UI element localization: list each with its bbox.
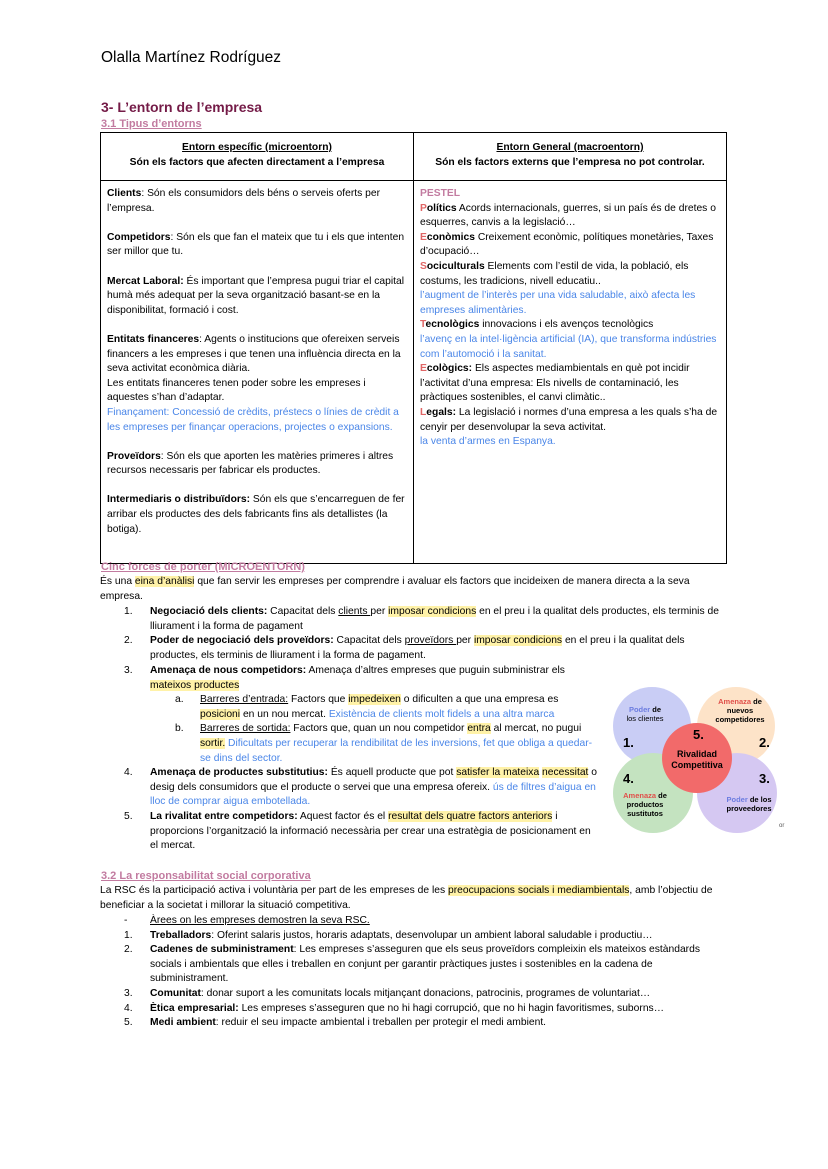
pestel-letter-e2: E (420, 363, 427, 375)
pestel-legal (420, 406, 720, 435)
diagram-label-substitutes (617, 791, 673, 818)
porter-list-mid (100, 664, 600, 854)
pestel-label: PESTEL (420, 188, 461, 199)
diagram-num-5: 5. (693, 727, 704, 742)
rsc-item-2-num: 2. (124, 944, 133, 956)
rsc-item-1 (100, 929, 730, 944)
porter-item-4-hl2: necessitat (542, 767, 589, 779)
porter-item-5 (100, 810, 600, 854)
diagram-label-new-competitors (709, 697, 771, 724)
diagram-label-substitutes-amenaza: Amenaza (623, 791, 657, 800)
porter-item-2-a: Capacitat dels (333, 635, 405, 647)
entitats-term: Entitats financeres (107, 333, 200, 345)
pestel-tech (420, 318, 720, 333)
diagram-num-4: 4. (623, 771, 634, 786)
proveidors-text: : Són els que aporten les matèries primeres i altres recursos necessaris per fabricar els productes. (107, 450, 394, 477)
porter-item-3-a: Amenaça d’altres empreses que puguin subministrar els (306, 665, 565, 676)
porter-item-2-term: Poder de negociació dels proveïdors: (150, 635, 334, 647)
porter-item-3a-hl2: posicioni (200, 708, 241, 720)
pestel-socio (420, 260, 720, 289)
eco-term: cològics: (426, 363, 473, 375)
diagram-label-rivalry: Rivalidad Competitiva (671, 749, 723, 770)
rsc-item-5 (100, 1016, 730, 1031)
porter-item-3b (100, 722, 600, 766)
porter-item-3b-term: Barreres de sortida: (200, 723, 291, 735)
porter-item-1-hl: imposar condicions (388, 606, 477, 617)
pestel-letter-s: S (420, 260, 427, 272)
clients-text: : Són els consumidors dels béns o serveis oferts per l’empresa. (107, 188, 381, 214)
micro-cell (101, 181, 414, 564)
micro-header-sub: Són els factors que afecten directament a l’empresa (129, 156, 385, 168)
porter-item-3b-hl1: entra (467, 723, 491, 735)
porter-item-3b-b: al mercat, no pugui (490, 723, 582, 735)
rsc-areas-heading (100, 914, 730, 929)
intermediaris-term: Intermediaris o distribuïdors: (107, 494, 251, 506)
socio-term: ociculturals (426, 260, 485, 272)
pestel-letter-p: P (420, 202, 427, 214)
micro-header (101, 133, 414, 181)
mercat-term: Mercat Laboral: (107, 275, 184, 287)
rsc-item-3-term: Comunitat (150, 987, 201, 999)
legal-text: La legislació i normes d’una empresa a les quals s’ha de cenyir per desenvolupar la seva activitat. (420, 406, 718, 433)
entitats-text: : Agents o institucions que ofereixen serveis financers a les empreses i que tenen una influència directa en la seva activitat econòmica diària. (107, 333, 401, 375)
competidors-term: Competidors (107, 231, 171, 243)
diagram-label-clients-rest: los clientes (626, 714, 664, 723)
porter-item-3a-num: a. (175, 694, 184, 706)
rsc-item-2-term: Cadenes de subministrament (150, 944, 294, 956)
porter-item-5-term: La rivalitat entre competidors: (150, 810, 298, 822)
macro-header-title: Entorn General (macroentorn) (496, 142, 644, 153)
diagram-label-suppliers-poder: Poder (726, 795, 748, 804)
porter-item-1-a: Capacitat dels (267, 606, 339, 617)
pestel-eco (420, 362, 720, 406)
rsc-item-1-num: 1. (124, 929, 133, 941)
tech-example: l’avenç en la intel·ligència artificial (IA), que transforma indústries com l’automoció i la sanitat. (420, 333, 717, 360)
rsc-intro-highlight: preocupacions socials i mediambientals (447, 885, 630, 896)
porter-intro-b: que fan servir les empreses per comprendre i avaluar els factors que incideixen de manera directa a la seva empresa. (100, 576, 690, 602)
porter-item-3a-a: Factors que (288, 694, 349, 706)
porter-item-4-a: És aquell producte que pot (327, 767, 457, 779)
porter-item-2-b: per (456, 635, 474, 647)
rsc-item-3-text: : donar suport a les comunitats locals mitjançant donacions, patrocinis, programes de voluntariat… (200, 987, 651, 999)
porter-item-3b-example: Dificultats per recuperar la rendibilitat de les inversions, fet que obliga a quedar-se dins del sector. (200, 737, 593, 764)
subsection-title-entorns: 3.1 Tipus d’entorns (101, 118, 202, 130)
competidors-entry (107, 231, 407, 260)
economics-term: conòmics (426, 231, 475, 243)
porter-item-3-num: 3. (124, 665, 133, 676)
competidors-text: : Són els que fan el mateix que tu i els que intenten ser millor que tu. (107, 231, 405, 258)
pestel-letter-e: E (420, 231, 427, 243)
diagram-label-substitutes-de: de (656, 791, 667, 800)
porter-item-3a-example: Existència de clients molt fidels a una altra marca (328, 708, 555, 720)
mercat-text: És important que l’empresa pugui triar el capital humà més adequat per la seva organització basant-se en la disponibilitat, formació i cost. (107, 275, 405, 316)
porter-item-2 (100, 634, 730, 663)
rsc-item-4 (100, 1002, 730, 1017)
porter-item-1-b: per (370, 606, 389, 617)
micro-header-title: Entorn específic (microentorn) (182, 142, 332, 153)
entitats-entry (107, 333, 407, 377)
rsc-title: 3.2 La responsabilitat social corporativa (101, 870, 311, 882)
proveidors-term: Proveïdors (107, 450, 161, 462)
porter-title: Cinc forces de porter (MICROENTORN) (101, 561, 305, 573)
porter-item-4-hl1: satisfer la mateixa (456, 767, 540, 779)
diagram-label-clients-poder: Poder (628, 705, 651, 714)
rsc-areas-text: Àrees on les empreses demostren la seva RSC. (150, 915, 370, 926)
section-title: 3- L’entorn de l’empresa (101, 99, 263, 115)
clients-entry (107, 187, 407, 216)
diagram-label-clients (617, 705, 673, 723)
rsc-item-5-num: 5. (124, 1017, 133, 1029)
diagram-label-suppliers (721, 795, 777, 813)
porter-item-3-hl: mateixos productes (150, 679, 240, 691)
clients-term: Clients (107, 188, 142, 199)
porter-list-top (100, 605, 730, 663)
porter-item-4-c: o desig dels consumidors que el producte o servei que una empresa ofereix. (150, 767, 598, 793)
porter-item-4-term: Amenaça de productes substitutius: (150, 767, 328, 779)
tech-term: ecnològics (425, 319, 480, 331)
economics-text: Creixement econòmic, polítiques monetàries, Taxes d’ocupació… (420, 231, 714, 258)
author-name: Olalla Martínez Rodríguez (101, 49, 282, 66)
porter-item-1-term: Negociació dels clients: (150, 606, 268, 617)
intermediaris-text: Són els que s’encarreguen de fer arribar els productes des dels fabricants fins als detallistes (la botiga). (107, 494, 405, 535)
diagram-label-new-competitors-de: de (751, 697, 762, 706)
diagram-label-new-competitors-rest: nuevos competidores (715, 706, 765, 724)
rsc-item-2-text: : Les empreses s’asseguren que els seus proveïdors compleixin els mateixos estàndards socials i ambientals que elles i treballen en conjunt per garantir pràctiques justes i sostenibles en la cadena de subministrament. (150, 944, 700, 985)
rsc-item-2 (100, 943, 730, 987)
rsc-intro (100, 884, 730, 913)
diagram-label-new-competitors-amenaza: Amenaza (718, 697, 752, 706)
porter-item-4-example: ús de filtres d’aigua en lloc de comprar aigua embotellada. (150, 781, 596, 808)
politics-text: Acords internacionals, guerres, si un país és de dretes o esquerres, canvis a la legislació… (420, 202, 716, 229)
rsc-item-1-text: : Oferint salaris justos, horaris adaptats, desenvolupar un ambient laboral saludable i productiu… (211, 929, 653, 941)
rsc-item-4-num: 4. (124, 1002, 133, 1014)
porter-item-2-u: proveïdors (404, 635, 457, 647)
pestel-letter-l: L (420, 406, 427, 418)
rsc-item-3-num: 3. (124, 987, 133, 999)
porter-item-1-num: 1. (124, 606, 133, 617)
legal-term: egals: (426, 406, 457, 418)
porter-item-3a-c: en un nou mercat. (240, 708, 329, 720)
diagram-label-suppliers-rest: proveedores (726, 804, 772, 813)
legal-example: la venta d’armes en Espanya. (420, 436, 556, 448)
porter-item-4 (100, 766, 600, 810)
rsc-list (100, 914, 730, 1031)
macro-cell (414, 181, 727, 564)
porter-item-3a-b: o dificulten a que una empresa es (400, 694, 559, 706)
diagram-label-clients-de: de (650, 705, 662, 714)
rsc-item-4-term: Ètica empresarial: (150, 1002, 239, 1014)
porter-item-3b-a: Factors que, quan un nou competidor (290, 723, 468, 735)
rsc-intro-a: La RSC és la participació activa i voluntària per part de les empreses de les (100, 885, 448, 896)
porter-item-3a-hl1: impedeixen (348, 694, 401, 706)
porter-item-5-hl: resultat dels quatre factors anteriors (388, 810, 553, 822)
porter-item-2-num: 2. (124, 635, 133, 647)
financament-example: Finançament: Concessió de crèdits, préstecs o línies de crèdit a les empreses per finançar operacions, projectes o expansions. (107, 406, 399, 433)
rsc-item-5-term: Medi ambient (150, 1017, 216, 1029)
porter-item-3a-term: Barreres d’entrada: (200, 694, 289, 706)
porter-intro-a: És una (100, 576, 135, 587)
politics-term: olítics (426, 202, 457, 214)
diagram-num-2: 2. (759, 735, 770, 750)
diagram-label-substitutes-rest: productos sustitutos (626, 800, 664, 818)
pestel-economics (420, 231, 720, 260)
macro-header (414, 133, 727, 181)
porter-item-3 (100, 664, 600, 693)
pestel-politics (420, 202, 720, 231)
porter-item-5-b: i proporcions l’organització la informació necessària per crear una estratègia de posicionament en el mercat. (150, 810, 591, 852)
porter-diagram (605, 685, 795, 840)
rsc-dash: - (124, 915, 128, 926)
macro-header-sub: Són els factors externs que l’empresa no pot controlar. (435, 156, 705, 168)
socio-text: Elements com l’estil de vida, la població, els costums, les tradicions, nivell educatiu.. (420, 260, 689, 287)
porter-item-5-a: Aquest factor és el (297, 810, 389, 822)
diagram-num-1: 1. (623, 735, 634, 750)
porter-item-2-hl: imposar condicions (473, 635, 563, 647)
eco-text: Els aspectes mediambientals en què pot incidir l’activitat d’una empresa: Els nivells de contaminació, les pràctiques sostenibles, el canvi climàtic.. (420, 363, 690, 404)
rsc-item-1-term: Treballadors (150, 929, 212, 941)
porter-item-2-c: en el preu i la qualitat dels productes, els terminis de lliurament i la forma de pagament. (150, 635, 685, 661)
porter-intro-highlight: eina d’anàlisi (134, 576, 195, 587)
porter-item-1 (100, 605, 730, 634)
tech-text: innovacions i els avenços tecnològics (479, 319, 654, 331)
mercat-entry (107, 275, 407, 319)
rsc-intro-b: , amb l’objectiu de beneficiar a la societat i millorar la situació competitiva. (100, 885, 713, 911)
porter-item-4-num: 4. (124, 767, 133, 779)
porter-item-3b-hl2: sortir. (200, 737, 226, 749)
diagram-num-3: 3. (759, 771, 770, 786)
porter-item-3-term: Amenaça de nous competidors: (150, 665, 307, 676)
porter-item-5-num: 5. (124, 810, 133, 822)
porter-item-1-c: en el preu i la qualitat dels productes, els terminis de lliurament i la forma de pagament (150, 606, 719, 632)
proveidors-entry (107, 450, 407, 479)
rsc-item-5-text: : reduir el seu impacte ambiental i treballen per protegir el medi ambient. (215, 1017, 547, 1029)
diagram-watermark: or (779, 823, 785, 829)
porter-intro (100, 575, 730, 604)
intermediaris-entry (107, 493, 407, 537)
entorns-table (100, 132, 727, 564)
rsc-item-4-text: Les empreses s’asseguren que no hi hagi corrupció, que no hi hagin favoritismes, suborns… (238, 1002, 664, 1014)
porter-item-3a (100, 693, 600, 722)
rsc-item-3 (100, 987, 730, 1002)
entitats-text-2: Les entitats financeres tenen poder sobre les empreses i aquestes s’han d’adaptar. (107, 377, 366, 404)
porter-item-1-u: clients (338, 606, 371, 617)
pestel-letter-t: T (420, 319, 426, 331)
diagram-label-suppliers-de: de los (747, 795, 772, 804)
porter-item-3b-num: b. (175, 723, 184, 735)
socio-example: l’augment de l’interès per una vida saludable, això afecta les empreses alimentàries. (420, 290, 696, 316)
